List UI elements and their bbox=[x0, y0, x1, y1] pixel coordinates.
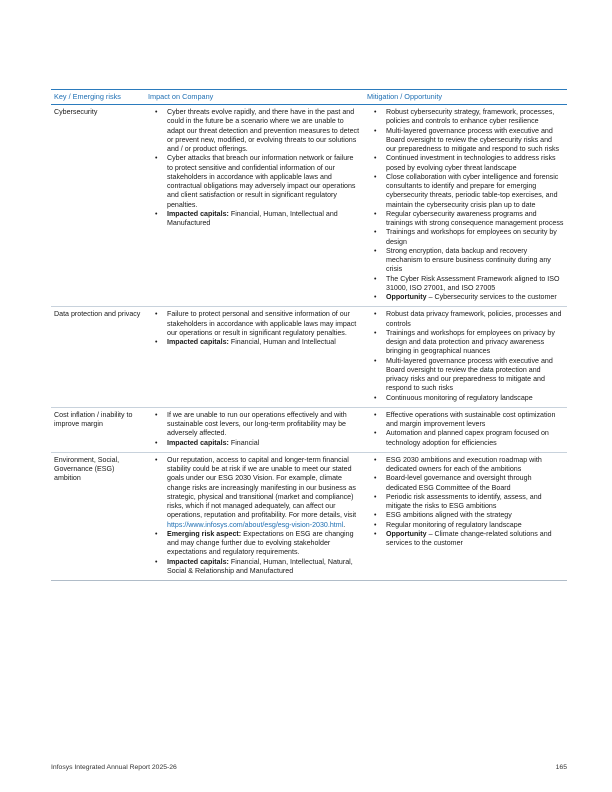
impact-item-label: Emerging risk aspect: bbox=[167, 529, 242, 538]
table-row bbox=[51, 407, 567, 452]
risk-name: Environment, Social, Governance (ESG) ambition bbox=[51, 452, 145, 580]
header-mitigation: Mitigation / Opportunity bbox=[364, 90, 567, 105]
mitigation-item-label: Opportunity bbox=[386, 293, 427, 301]
mitigation-item-text: ESG ambitions aligned with the strategy bbox=[386, 511, 512, 520]
impact-item-text: Cyber threats evolve rapidly, and there have in the past and could in the future be a scenario where we are unable to adapt our threat detection and prevention measures to detect or prevent new, modified, or evolving threats to our solutions and / or product offerings. bbox=[167, 108, 360, 153]
impact-list bbox=[154, 456, 361, 576]
impact-list-item bbox=[154, 439, 361, 448]
impact-item-text: Financial, Human and Intellectual bbox=[228, 338, 336, 346]
mitigation-item-text: Strong encryption, data backup and recovery mechanism to ensure business continuity during any crisis bbox=[386, 246, 551, 274]
impact-list-item bbox=[154, 456, 361, 530]
mitigation-item-text: Continuous monitoring of regulatory landscape bbox=[386, 393, 533, 402]
risk-name: Data protection and privacy bbox=[51, 307, 145, 408]
impact-list-item bbox=[154, 530, 361, 558]
mitigation-list-item bbox=[373, 357, 564, 394]
impact-item-label: Impacted capitals: bbox=[167, 338, 229, 346]
mitigation-list-item bbox=[373, 429, 564, 448]
mitigation-item-text: Periodic risk assessments to identify, assess, and mitigate the risks to ESG ambitions bbox=[386, 492, 542, 510]
impact-item-label: Impacted capitals: bbox=[167, 557, 229, 566]
risk-table-container bbox=[51, 89, 567, 581]
impact-item-text: Financial, Human, Intellectual and Manufactured bbox=[167, 209, 338, 227]
impact-cell bbox=[145, 452, 364, 580]
impact-item-text: Financial, Human, Intellectual, Natural, Social & Relationship and Manufactured bbox=[167, 557, 353, 575]
mitigation-item-text: Multi-layered governance process with executive and Board oversight to review the cybersecurity risks and our preparedness to mitigate and respond to such risks bbox=[386, 126, 560, 153]
mitigation-list-item bbox=[373, 493, 564, 512]
header-key-risks: Key / Emerging risks bbox=[51, 90, 145, 105]
mitigation-list-item bbox=[373, 228, 564, 247]
mitigation-list-item bbox=[373, 293, 564, 302]
mitigation-item-text: Board-level governance and oversight through dedicated ESG Committee of the Board bbox=[386, 474, 532, 492]
mitigation-list-item bbox=[373, 456, 564, 475]
mitigation-list-item bbox=[373, 474, 564, 493]
impact-cell bbox=[145, 407, 364, 452]
impact-list-item bbox=[154, 310, 361, 338]
mitigation-cell bbox=[364, 105, 567, 307]
impact-item-label: Impacted capitals: bbox=[167, 438, 229, 447]
mitigation-list bbox=[373, 411, 564, 448]
impact-list bbox=[154, 310, 361, 347]
risk-name: Cost inflation / inability to improve margin bbox=[51, 407, 145, 452]
impact-list-item bbox=[154, 108, 361, 154]
mitigation-item-text: Trainings and workshops for employees on security by design bbox=[386, 228, 557, 246]
impact-list bbox=[154, 411, 361, 448]
mitigation-list bbox=[373, 108, 564, 302]
mitigation-list-item bbox=[373, 329, 564, 357]
table-body bbox=[51, 105, 567, 581]
mitigation-list bbox=[373, 456, 564, 549]
mitigation-item-text: Continued investment in technologies to address risks posed by evolving cyber threat landscape bbox=[386, 154, 556, 172]
header-impact: Impact on Company bbox=[145, 90, 364, 105]
mitigation-cell bbox=[364, 307, 567, 408]
mitigation-item-text: – Climate change-related solutions and services to the customer bbox=[386, 529, 552, 547]
mitigation-list-item bbox=[373, 210, 564, 229]
impact-list-item bbox=[154, 210, 361, 229]
mitigation-list-item bbox=[373, 108, 564, 127]
table-row bbox=[51, 307, 567, 408]
report-title: Infosys Integrated Annual Report 2025-26 bbox=[51, 764, 177, 771]
mitigation-list-item bbox=[373, 511, 564, 520]
impact-cell bbox=[145, 307, 364, 408]
mitigation-item-text: Robust data privacy framework, policies, processes and controls bbox=[386, 310, 562, 328]
esg-vision-link[interactable]: https://www.infosys.com/about/esg/esg-vision-2030.html bbox=[167, 520, 344, 529]
mitigation-item-text: Multi-layered governance process with executive and Board oversight to review the data protection and privacy risks and our preparedness to mitigate and respond to such risks bbox=[386, 356, 553, 393]
impact-item-text-end: . bbox=[343, 520, 346, 529]
mitigation-item-text: Automation and planned capex program focused on technology adoption for efficiencies bbox=[386, 429, 549, 447]
impact-item-text: Cyber attacks that breach our information network or failure to protect sensitive and confidential information of our stakeholders in accordance with applicable laws and contractual obligations may adversely impact our operations and client satisfaction or result in significant regulatory penalties. bbox=[167, 154, 356, 209]
impact-item-text: Failure to protect personal and sensitive information of our stakeholders in accordance with applicable laws may impact our operations or result in significant regulatory penalties. bbox=[167, 310, 357, 337]
impact-list bbox=[154, 108, 361, 228]
mitigation-list-item bbox=[373, 521, 564, 530]
impact-list-item bbox=[154, 338, 361, 347]
mitigation-item-text: Robust cybersecurity strategy, framework, processes, policies and controls to enhance cyber resilience bbox=[386, 108, 555, 126]
mitigation-list-item bbox=[373, 310, 564, 329]
risk-name: Cybersecurity bbox=[51, 105, 145, 307]
mitigation-list-item bbox=[373, 127, 564, 155]
impact-item-text: If we are unable to run our operations effectively and with sustainable cost levers, our long-term profitability may be adversely affected. bbox=[167, 410, 347, 438]
mitigation-cell bbox=[364, 452, 567, 580]
mitigation-list-item bbox=[373, 530, 564, 549]
mitigation-list-item bbox=[373, 173, 564, 210]
mitigation-item-text: Close collaboration with cyber intelligence and forensic consultants to identify and prepare for emerging cybersecurity threats, periodic table-top exercises, and maintain the cybersecurity crisis plan up to date bbox=[386, 172, 559, 209]
mitigation-item-label: Opportunity bbox=[386, 529, 427, 538]
impact-list-item bbox=[154, 411, 361, 439]
table-header-row bbox=[51, 90, 567, 105]
table-row bbox=[51, 105, 567, 307]
mitigation-item-text: Regular cybersecurity awareness programs and trainings with strong consequence management process bbox=[386, 209, 564, 227]
impact-item-text: Financial bbox=[228, 438, 260, 447]
impact-item-text: Our reputation, access to capital and longer-term financial stability could be at risk if we are unable to meet our stated goals under our ESG 2030 Vision. For example, climate change risks are increasingly manifesting in our business as strategic, physical and transitional (market and compliance) risks, which if not managed adequately, can affect our operations, reputation and profitability. For more details, visit bbox=[167, 455, 357, 520]
risk-table bbox=[51, 89, 567, 581]
mitigation-item-text: Trainings and workshops for employees on privacy by design and data protection and privacy awareness bringing in geographical nuances bbox=[386, 328, 555, 356]
impact-list-item bbox=[154, 154, 361, 210]
mitigation-list-item bbox=[373, 247, 564, 275]
page-number: 165 bbox=[555, 764, 567, 771]
mitigation-list-item bbox=[373, 411, 564, 430]
impact-item-label: Impacted capitals: bbox=[167, 209, 229, 218]
mitigation-item-text: – Cybersecurity services to the customer bbox=[426, 293, 557, 301]
mitigation-list bbox=[373, 310, 564, 403]
impact-item-text: Expectations on ESG are changing and may change further due to evolving stakeholder expectations and regulatory requirements. bbox=[167, 529, 354, 557]
mitigation-item-text: ESG 2030 ambitions and execution roadmap with dedicated owners for each of the ambitions bbox=[386, 455, 542, 473]
mitigation-list-item bbox=[373, 394, 564, 403]
mitigation-item-text: The Cyber Risk Assessment Framework aligned to ISO 31000, ISO 27001, and ISO 27005 bbox=[386, 274, 560, 292]
impact-cell bbox=[145, 105, 364, 307]
mitigation-cell bbox=[364, 407, 567, 452]
mitigation-list-item bbox=[373, 154, 564, 173]
table-row bbox=[51, 452, 567, 580]
mitigation-item-text: Effective operations with sustainable cost optimization and margin improvement levers bbox=[386, 410, 556, 428]
mitigation-list-item bbox=[373, 275, 564, 294]
impact-list-item bbox=[154, 558, 361, 577]
mitigation-item-text: Regular monitoring of regulatory landscape bbox=[386, 520, 522, 529]
